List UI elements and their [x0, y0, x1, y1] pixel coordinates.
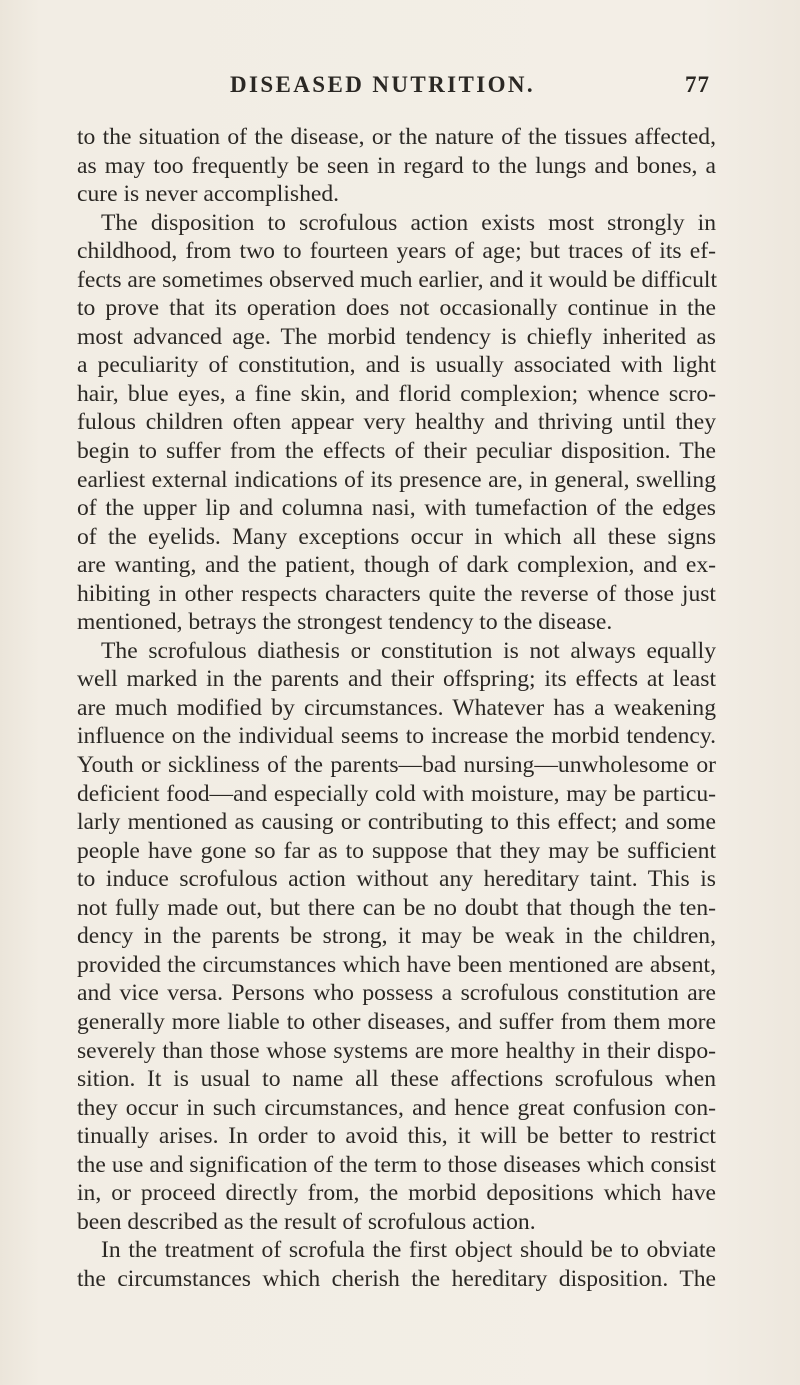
text-line: childhood, from two to fourteen years of age; but traces of its ef- — [77, 238, 716, 265]
text-line: to the situation of the disease, or the nature of the tissues affected, — [77, 124, 716, 150]
text-line: sition. It is usual to name all these affections scrofulous when — [77, 1066, 716, 1093]
text-line: of the upper lip and columna nasi, with tumefaction of the edges — [77, 495, 716, 522]
text-line: the use and signification of the term to those diseases which consist — [77, 1151, 716, 1178]
text-line: people have gone so far as to suppose that they may be sufficient — [77, 837, 716, 864]
running-head — [230, 72, 710, 108]
text-line: a peculiarity of constitution, and is usually associated with light — [77, 352, 716, 379]
text-line: fulous children often appear very healthy and thriving until they — [77, 409, 716, 436]
text-line: been described as the result of scrofulous action. — [77, 1208, 536, 1235]
text-line: as may too frequently be seen in regard to the lungs and bones, a — [77, 152, 716, 179]
text-line: In the treatment of scrofula the first object should be to obviate — [101, 1237, 716, 1264]
text-line: provided the circumstances which have been mentioned are absent, — [77, 951, 716, 978]
text-line: cure is never accomplished. — [77, 181, 340, 208]
text-line: well marked in the parents and their offspring; its effects at least — [77, 666, 716, 693]
text-line: hair, blue eyes, a fine skin, and florid complexion; whence scro- — [77, 380, 716, 407]
text-line: to prove that its operation does not occasionally continue in the — [77, 295, 716, 322]
text-line: earliest external indications of its presence are, in general, swelling — [77, 466, 716, 493]
page-header-title: DISEASED NUTRITION. — [230, 72, 536, 97]
text-line: influence on the individual seems to increase the morbid tendency. — [77, 723, 716, 750]
text-line: deficient food—and especially cold with moisture, may be particu- — [77, 780, 716, 807]
text-line: to induce scrofulous action without any hereditary taint. This is — [77, 866, 716, 893]
text-line: generally more liable to other diseases, and suffer from them more — [77, 1008, 716, 1035]
text-line: severely than those whose systems are more healthy in their dispo- — [77, 1037, 716, 1064]
text-line: The disposition to scrofulous action exists most strongly in — [101, 209, 716, 236]
text-line: fects are sometimes observed much earlier, and it would be difficult — [77, 266, 718, 293]
body-text — [77, 123, 716, 1293]
text-line: mentioned, betrays the strongest tendency to the disease. — [77, 609, 613, 636]
text-line: The scrofulous diathesis or constitution is not always equally — [101, 637, 716, 664]
text-line: are wanting, and the patient, though of dark complexion, and ex- — [77, 552, 716, 579]
text-line: tinually arises. In order to avoid this, it will be better to restrict — [77, 1123, 716, 1150]
text-line: of the eyelids. Many exceptions occur in which all these signs — [77, 523, 716, 550]
text-line: not fully made out, but there can be no doubt that though the ten- — [77, 894, 716, 921]
text-line: most advanced age. The morbid tendency is chiefly inherited as — [77, 323, 716, 350]
text-line: are much modified by circumstances. Whatever has a weakening — [77, 694, 716, 721]
text-line: they occur in such circumstances, and hence great confusion con- — [77, 1094, 716, 1121]
text-line: hibiting in other respects characters quite the reverse of those just — [77, 580, 716, 607]
text-line: and vice versa. Persons who possess a scrofulous constitution are — [77, 980, 716, 1007]
text-line: Youth or sickliness of the parents—bad nursing—unwholesome or — [77, 752, 716, 779]
text-line: in, or proceed directly from, the morbid depositions which have — [77, 1180, 716, 1207]
text-line: begin to suffer from the effects of their peculiar disposition. The — [77, 438, 716, 465]
text-line: dency in the parents be strong, it may be weak in the children, — [77, 923, 716, 950]
text-line: the circumstances which cherish the hereditary disposition. The — [77, 1265, 716, 1292]
page-number: 77 — [685, 72, 710, 97]
text-line: larly mentioned as causing or contributing to this effect; and some — [77, 809, 716, 836]
